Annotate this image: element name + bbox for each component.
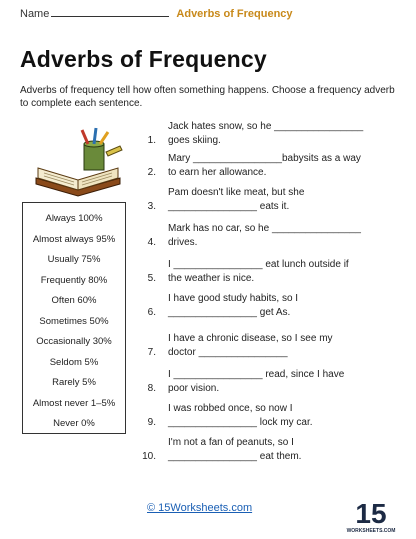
question-text-line1: I was robbed once, so now I bbox=[168, 403, 293, 414]
frequency-item: Never 0% bbox=[53, 418, 95, 429]
frequency-item: Almost always 95% bbox=[32, 233, 116, 245]
question-number: 5. bbox=[147, 273, 156, 284]
frequency-item: Almost never 1–5% bbox=[32, 397, 116, 409]
question-text-line2: ________________ eats it. bbox=[168, 201, 290, 212]
frequency-item: Sometimes 50% bbox=[39, 315, 109, 327]
header-topic: Adverbs of Frequency bbox=[176, 8, 293, 20]
question-number: 8. bbox=[147, 383, 156, 394]
frequency-item: Seldom 5% bbox=[49, 356, 99, 368]
question-text-line2: to earn her allowance. bbox=[168, 167, 267, 178]
logo-number: 15 bbox=[355, 498, 387, 529]
footer-copyright-link[interactable]: © 15Worksheets.com bbox=[147, 502, 253, 514]
instructions: Adverbs of frequency tell how often something happens. Choose a frequency adverb to complete each sentence. bbox=[20, 85, 395, 109]
question-text-line1: I ________________ read, since I have bbox=[168, 369, 345, 380]
question-text-line1: I ________________ eat lunch outside if bbox=[168, 259, 349, 270]
question-text-line2: goes skiing. bbox=[168, 135, 221, 146]
question-text-line2: ________________ get As. bbox=[168, 307, 291, 318]
frequency-item: Often 60% bbox=[51, 295, 97, 306]
name-header bbox=[20, 6, 293, 20]
question-text-line1: Jack hates snow, so he ________________ bbox=[168, 121, 364, 132]
question-text-line2: doctor ________________ bbox=[168, 347, 288, 358]
question-number: 2. bbox=[147, 167, 156, 178]
question-number: 6. bbox=[147, 307, 156, 318]
question-text-line1: I have a chronic disease, so I see my bbox=[168, 333, 333, 344]
question-text-line2: ________________ lock my car. bbox=[168, 417, 313, 428]
frequency-item: Occasionally 30% bbox=[36, 336, 112, 347]
frequency-item: Always 100% bbox=[45, 213, 103, 224]
book-illustration-icon bbox=[30, 128, 125, 200]
question-text-line1: I have good study habits, so I bbox=[168, 293, 299, 304]
question-number: 9. bbox=[147, 417, 156, 428]
question-number: 10. bbox=[142, 451, 156, 462]
frequency-item: Rarely 5% bbox=[52, 377, 96, 388]
15worksheets-logo-icon bbox=[346, 496, 396, 534]
question-number: 3. bbox=[147, 201, 156, 212]
question-text-line1: Pam doesn't like meat, but she bbox=[168, 187, 305, 198]
question-text-line2: the weather is nice. bbox=[168, 273, 255, 284]
frequency-item: Frequently 80% bbox=[40, 274, 108, 286]
frequency-item: Usually 75% bbox=[47, 254, 101, 265]
question-text-line2: ________________ eat them. bbox=[168, 451, 302, 462]
name-label: Name bbox=[20, 8, 50, 20]
question-number: 1. bbox=[147, 135, 156, 146]
name-blank[interactable] bbox=[51, 6, 169, 17]
question-text-line1: Mary ________________babysits as a way bbox=[168, 153, 361, 164]
question-text-line2: drives. bbox=[168, 237, 198, 248]
question-text-line1: Mark has no car, so he ________________ bbox=[168, 223, 361, 234]
page-title: Adverbs of Frequency bbox=[20, 46, 267, 72]
question-text-line1: I'm not a fan of peanuts, so I bbox=[168, 437, 294, 448]
question-text-line2: poor vision. bbox=[168, 383, 220, 394]
frequency-list-box bbox=[22, 202, 126, 434]
question-number: 7. bbox=[147, 347, 156, 358]
logo-text: WORKSHEETS.COM bbox=[346, 528, 396, 534]
question-number: 4. bbox=[147, 237, 156, 248]
